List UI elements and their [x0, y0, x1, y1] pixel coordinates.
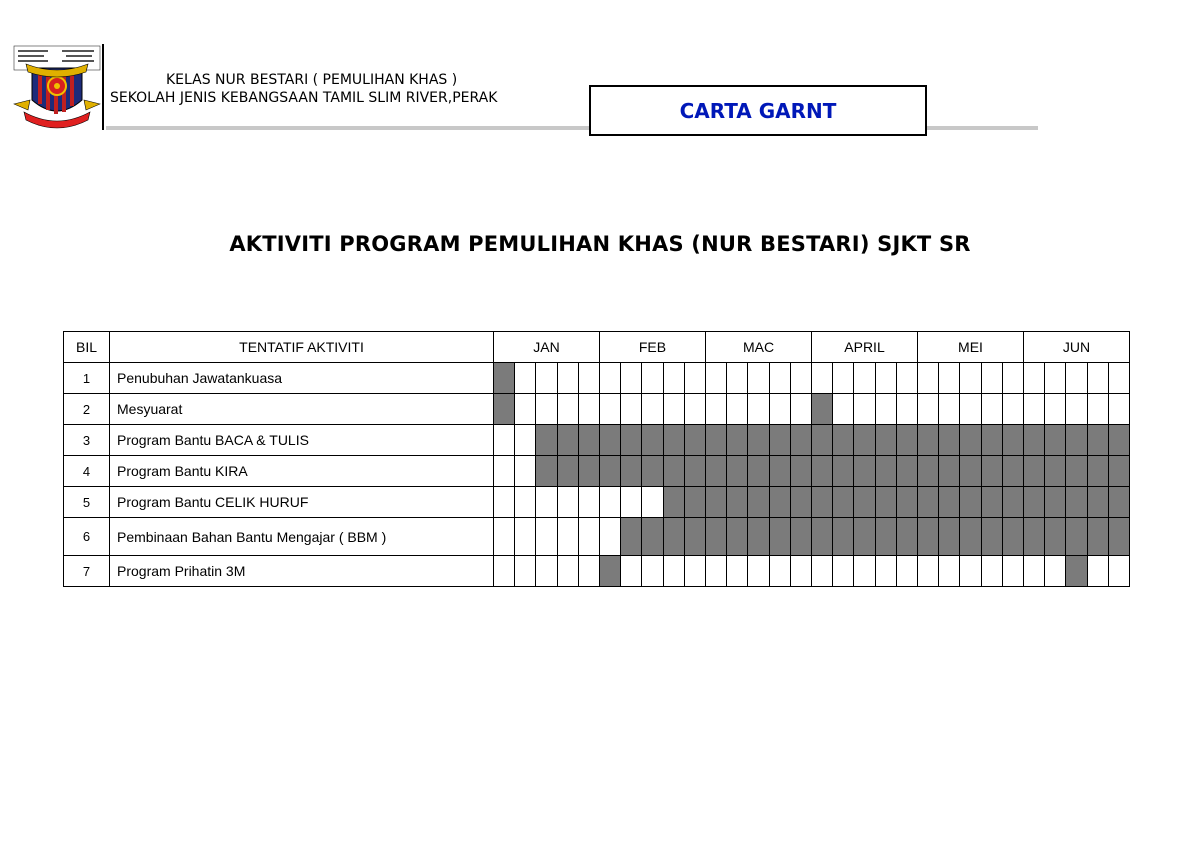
schedule-cell	[579, 394, 600, 425]
schedule-cell-filled	[664, 456, 685, 487]
schedule-cell	[642, 556, 664, 587]
schedule-cell-filled	[1045, 487, 1066, 518]
schedule-cell	[854, 556, 876, 587]
schedule-cell-filled	[876, 518, 897, 556]
row-number: 4	[64, 456, 110, 487]
schedule-cell-filled	[939, 487, 960, 518]
schedule-cell-filled	[812, 487, 833, 518]
schedule-cell	[515, 425, 536, 456]
schedule-cell-filled	[833, 518, 854, 556]
schedule-cell	[854, 363, 876, 394]
schedule-cell-filled	[1066, 425, 1088, 456]
schedule-cell	[748, 394, 770, 425]
schedule-cell-filled	[1045, 456, 1066, 487]
schedule-cell-filled	[494, 394, 515, 425]
schedule-cell-filled	[706, 456, 727, 487]
schedule-cell-filled	[1088, 518, 1109, 556]
schedule-cell-filled	[558, 456, 579, 487]
month-header-mei: MEI	[918, 332, 1024, 363]
schedule-cell-filled	[918, 425, 939, 456]
schedule-cell-filled	[982, 518, 1003, 556]
schedule-cell	[600, 487, 621, 518]
schedule-cell-filled	[621, 518, 642, 556]
schedule-cell-filled	[982, 487, 1003, 518]
schedule-cell-filled	[1024, 425, 1045, 456]
schedule-cell	[685, 363, 706, 394]
schedule-cell-filled	[1045, 425, 1066, 456]
schedule-cell	[494, 425, 515, 456]
schedule-cell	[770, 363, 791, 394]
row-number: 7	[64, 556, 110, 587]
schedule-cell	[833, 363, 854, 394]
carta-garnt-badge: CARTA GARNT	[589, 85, 927, 136]
schedule-cell-filled	[664, 425, 685, 456]
schedule-cell-filled	[982, 456, 1003, 487]
schedule-cell	[833, 556, 854, 587]
header-activity: TENTATIF AKTIVITI	[110, 332, 494, 363]
month-header-april: APRIL	[812, 332, 918, 363]
schedule-cell-filled	[685, 487, 706, 518]
schedule-cell-filled	[854, 456, 876, 487]
schedule-cell	[600, 518, 621, 556]
activity-name: Pembinaan Bahan Bantu Mengajar ( BBM )	[110, 518, 494, 556]
schedule-cell	[558, 556, 579, 587]
schedule-cell	[579, 556, 600, 587]
schedule-cell-filled	[812, 518, 833, 556]
schedule-cell	[685, 394, 706, 425]
schedule-cell-filled	[960, 487, 982, 518]
schedule-cell	[1109, 363, 1130, 394]
schedule-cell-filled	[812, 425, 833, 456]
schedule-cell-filled	[897, 518, 918, 556]
schedule-cell-filled	[727, 487, 748, 518]
schedule-cell	[897, 363, 918, 394]
schedule-cell	[770, 394, 791, 425]
schedule-cell	[1066, 394, 1088, 425]
schedule-cell-filled	[685, 518, 706, 556]
schedule-cell-filled	[770, 425, 791, 456]
schedule-cell	[536, 487, 558, 518]
schedule-cell-filled	[1109, 487, 1130, 518]
schedule-cell	[558, 363, 579, 394]
schedule-cell-filled	[1088, 487, 1109, 518]
schedule-cell	[515, 556, 536, 587]
schedule-cell	[621, 556, 642, 587]
schedule-cell-filled	[897, 487, 918, 518]
row-number: 3	[64, 425, 110, 456]
schedule-cell-filled	[621, 425, 642, 456]
schedule-cell	[642, 487, 664, 518]
schedule-cell	[1045, 556, 1066, 587]
schedule-cell	[558, 487, 579, 518]
schedule-cell	[1003, 394, 1024, 425]
schedule-cell-filled	[854, 425, 876, 456]
schedule-cell-filled	[642, 456, 664, 487]
page-title: AKTIVITI PROGRAM PEMULIHAN KHAS (NUR BESTARI) SJKT SR	[229, 232, 971, 256]
school-crest-logo	[12, 44, 102, 130]
month-header-jun: JUN	[1024, 332, 1130, 363]
row-number: 1	[64, 363, 110, 394]
schedule-cell-filled	[897, 456, 918, 487]
schedule-cell-filled	[494, 363, 515, 394]
schedule-cell-filled	[600, 556, 621, 587]
schedule-cell	[494, 487, 515, 518]
activity-name: Mesyuarat	[110, 394, 494, 425]
schedule-cell-filled	[748, 456, 770, 487]
schedule-cell	[515, 487, 536, 518]
schedule-cell-filled	[812, 394, 833, 425]
schedule-cell	[1088, 556, 1109, 587]
schedule-cell-filled	[770, 487, 791, 518]
schedule-cell	[982, 363, 1003, 394]
schedule-cell	[1024, 556, 1045, 587]
schedule-cell-filled	[833, 425, 854, 456]
schedule-cell-filled	[918, 456, 939, 487]
month-header-feb: FEB	[600, 332, 706, 363]
schedule-cell	[706, 363, 727, 394]
schedule-cell-filled	[897, 425, 918, 456]
schedule-cell	[664, 394, 685, 425]
schedule-cell-filled	[960, 425, 982, 456]
schedule-cell	[600, 363, 621, 394]
schedule-cell	[939, 363, 960, 394]
schedule-cell	[876, 394, 897, 425]
schedule-cell	[536, 518, 558, 556]
schedule-cell-filled	[685, 456, 706, 487]
schedule-cell	[918, 394, 939, 425]
schedule-cell	[1088, 363, 1109, 394]
schedule-cell-filled	[791, 518, 812, 556]
row-number: 5	[64, 487, 110, 518]
schedule-cell-filled	[918, 487, 939, 518]
schedule-cell-filled	[939, 425, 960, 456]
schedule-cell	[876, 556, 897, 587]
schedule-cell	[536, 363, 558, 394]
schedule-cell	[960, 363, 982, 394]
schedule-cell-filled	[770, 518, 791, 556]
schedule-cell-filled	[600, 425, 621, 456]
schedule-cell	[939, 394, 960, 425]
schedule-cell-filled	[960, 456, 982, 487]
schedule-cell	[1109, 394, 1130, 425]
schedule-cell	[664, 363, 685, 394]
schedule-cell	[600, 394, 621, 425]
schedule-cell	[494, 518, 515, 556]
schedule-cell	[1003, 363, 1024, 394]
schedule-cell-filled	[982, 425, 1003, 456]
schedule-cell-filled	[706, 487, 727, 518]
schedule-cell-filled	[960, 518, 982, 556]
schedule-cell	[791, 394, 812, 425]
header-bil: BIL	[64, 332, 110, 363]
schedule-cell-filled	[876, 487, 897, 518]
month-header-mac: MAC	[706, 332, 812, 363]
schedule-cell-filled	[748, 487, 770, 518]
table-row	[64, 556, 1130, 587]
gantt-table	[63, 331, 1130, 587]
schedule-cell-filled	[621, 456, 642, 487]
schedule-cell-filled	[727, 518, 748, 556]
schedule-cell	[960, 556, 982, 587]
schedule-cell	[1045, 394, 1066, 425]
schedule-cell-filled	[918, 518, 939, 556]
schedule-cell	[536, 556, 558, 587]
schedule-cell	[642, 363, 664, 394]
schedule-cell-filled	[706, 518, 727, 556]
schedule-cell-filled	[1088, 456, 1109, 487]
schedule-cell	[876, 363, 897, 394]
schedule-cell	[621, 363, 642, 394]
schedule-cell-filled	[833, 487, 854, 518]
schedule-cell-filled	[1088, 425, 1109, 456]
table-row	[64, 425, 1130, 456]
activity-name: Program Bantu BACA & TULIS	[110, 425, 494, 456]
schedule-cell-filled	[791, 487, 812, 518]
schedule-cell-filled	[1066, 556, 1088, 587]
schedule-cell-filled	[579, 456, 600, 487]
schedule-cell	[558, 518, 579, 556]
schedule-cell-filled	[1003, 456, 1024, 487]
month-header-jan: JAN	[494, 332, 600, 363]
schedule-cell-filled	[706, 425, 727, 456]
schedule-cell	[918, 363, 939, 394]
logo-divider	[102, 44, 104, 130]
schedule-cell	[515, 394, 536, 425]
schedule-cell	[706, 556, 727, 587]
schedule-cell-filled	[642, 518, 664, 556]
schedule-cell-filled	[727, 425, 748, 456]
schedule-cell-filled	[600, 456, 621, 487]
schedule-cell-filled	[791, 425, 812, 456]
schedule-cell-filled	[748, 518, 770, 556]
schedule-cell	[939, 556, 960, 587]
schedule-cell	[897, 394, 918, 425]
schedule-cell	[897, 556, 918, 587]
schedule-cell-filled	[1109, 456, 1130, 487]
schedule-cell-filled	[1003, 487, 1024, 518]
schedule-cell-filled	[1003, 425, 1024, 456]
schedule-cell	[515, 456, 536, 487]
schedule-cell-filled	[664, 518, 685, 556]
schedule-cell	[642, 394, 664, 425]
schedule-cell-filled	[536, 456, 558, 487]
schedule-cell	[579, 363, 600, 394]
schedule-cell	[558, 394, 579, 425]
schedule-cell-filled	[876, 456, 897, 487]
schedule-cell-filled	[1045, 518, 1066, 556]
table-row	[64, 487, 1130, 518]
schedule-cell	[748, 363, 770, 394]
schedule-cell	[579, 518, 600, 556]
schedule-cell-filled	[727, 456, 748, 487]
schedule-cell	[579, 487, 600, 518]
schedule-cell-filled	[1024, 456, 1045, 487]
schedule-cell-filled	[791, 456, 812, 487]
schedule-cell-filled	[833, 456, 854, 487]
schedule-cell-filled	[1066, 456, 1088, 487]
schedule-cell	[854, 394, 876, 425]
schedule-cell	[1045, 363, 1066, 394]
activity-name: Program Bantu KIRA	[110, 456, 494, 487]
schedule-cell	[727, 556, 748, 587]
schedule-cell	[515, 518, 536, 556]
school-name: SEKOLAH JENIS KEBANGSAAN TAMIL SLIM RIVER,PERAK	[110, 90, 498, 106]
schedule-cell	[515, 363, 536, 394]
schedule-cell	[791, 363, 812, 394]
activity-name: Program Prihatin 3M	[110, 556, 494, 587]
schedule-cell	[748, 556, 770, 587]
schedule-cell	[833, 394, 854, 425]
row-number: 2	[64, 394, 110, 425]
schedule-cell	[918, 556, 939, 587]
activity-name: Penubuhan Jawatankuasa	[110, 363, 494, 394]
schedule-cell	[494, 456, 515, 487]
schedule-cell	[621, 487, 642, 518]
schedule-cell	[621, 394, 642, 425]
activity-name: Program Bantu CELIK HURUF	[110, 487, 494, 518]
schedule-cell-filled	[558, 425, 579, 456]
table-row	[64, 363, 1130, 394]
schedule-cell-filled	[1066, 487, 1088, 518]
schedule-cell-filled	[1024, 518, 1045, 556]
schedule-cell-filled	[579, 425, 600, 456]
table-row	[64, 518, 1130, 556]
schedule-cell	[536, 394, 558, 425]
schedule-cell-filled	[1066, 518, 1088, 556]
schedule-cell	[1066, 363, 1088, 394]
schedule-cell-filled	[770, 456, 791, 487]
schedule-cell	[727, 394, 748, 425]
table-row	[64, 456, 1130, 487]
schedule-cell	[812, 556, 833, 587]
schedule-cell	[1024, 363, 1045, 394]
schedule-cell	[1109, 556, 1130, 587]
schedule-cell-filled	[1024, 487, 1045, 518]
schedule-cell	[982, 556, 1003, 587]
schedule-cell-filled	[1109, 518, 1130, 556]
schedule-cell	[1024, 394, 1045, 425]
schedule-cell	[1088, 394, 1109, 425]
row-number: 6	[64, 518, 110, 556]
schedule-cell-filled	[1003, 518, 1024, 556]
schedule-cell	[1003, 556, 1024, 587]
schedule-cell	[982, 394, 1003, 425]
schedule-cell	[727, 363, 748, 394]
schedule-cell	[706, 394, 727, 425]
schedule-cell-filled	[939, 456, 960, 487]
schedule-cell-filled	[854, 487, 876, 518]
schedule-cell-filled	[939, 518, 960, 556]
class-name: KELAS NUR BESTARI ( PEMULIHAN KHAS )	[166, 72, 458, 88]
schedule-cell-filled	[1109, 425, 1130, 456]
schedule-cell	[664, 556, 685, 587]
schedule-cell-filled	[812, 456, 833, 487]
schedule-cell	[812, 363, 833, 394]
schedule-cell	[494, 556, 515, 587]
schedule-cell-filled	[664, 487, 685, 518]
schedule-cell-filled	[642, 425, 664, 456]
table-row	[64, 394, 1130, 425]
schedule-cell	[960, 394, 982, 425]
schedule-cell-filled	[685, 425, 706, 456]
schedule-cell-filled	[876, 425, 897, 456]
schedule-cell-filled	[854, 518, 876, 556]
schedule-cell-filled	[748, 425, 770, 456]
schedule-cell-filled	[536, 425, 558, 456]
schedule-cell	[770, 556, 791, 587]
schedule-cell	[685, 556, 706, 587]
schedule-cell	[791, 556, 812, 587]
